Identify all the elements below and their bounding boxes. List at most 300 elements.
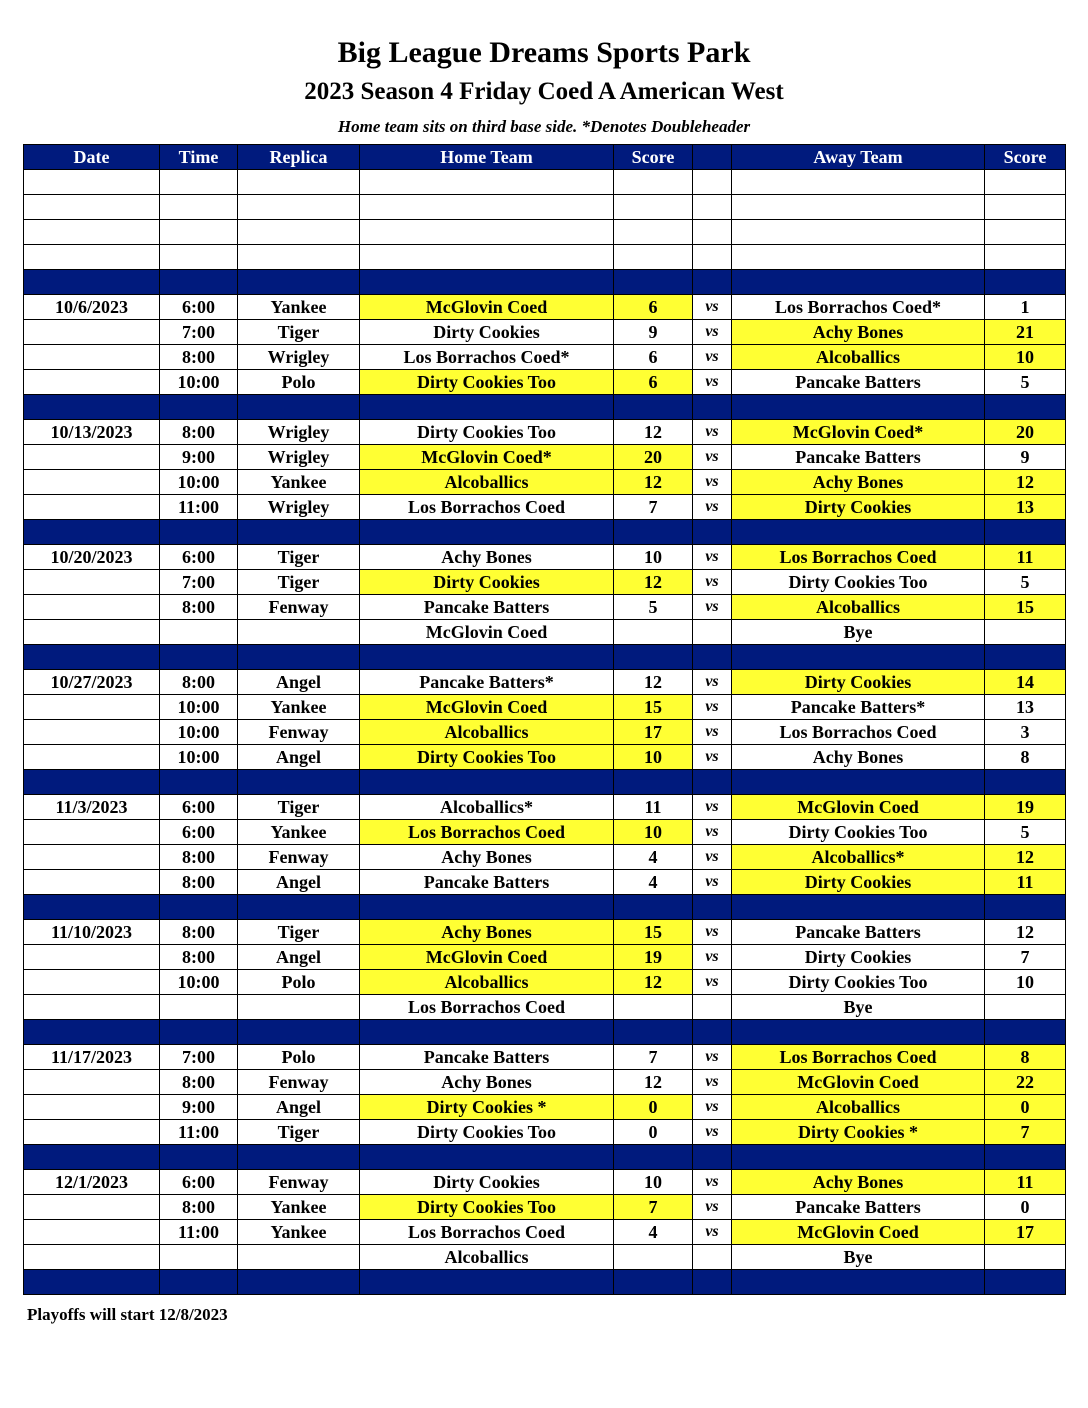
blank-cell [360, 170, 614, 195]
cell-versus [693, 620, 732, 645]
cell-date [24, 745, 160, 770]
cell-home-score: 20 [614, 445, 693, 470]
cell-time: 7:00 [160, 320, 238, 345]
cell-home-score: 7 [614, 495, 693, 520]
cell-away-team: Pancake Batters [732, 920, 985, 945]
cell-time: 10:00 [160, 470, 238, 495]
cell-time: 11:00 [160, 1120, 238, 1145]
cell-date [24, 445, 160, 470]
game-row [24, 295, 1066, 320]
cell-away-team: Dirty Cookies [732, 870, 985, 895]
cell-away-team: Los Borrachos Coed* [732, 295, 985, 320]
separator-cell [732, 770, 985, 795]
cell-time: 8:00 [160, 345, 238, 370]
cell-versus: vs [693, 695, 732, 720]
separator-cell [238, 645, 360, 670]
cell-home-score: 12 [614, 1070, 693, 1095]
cell-home-score: 11 [614, 795, 693, 820]
cell-home-team: Alcoballics* [360, 795, 614, 820]
cell-time: 11:00 [160, 1220, 238, 1245]
cell-home-team: Pancake Batters [360, 595, 614, 620]
col-header-replica: Replica [238, 145, 360, 170]
blank-cell [985, 220, 1066, 245]
cell-replica: Polo [238, 970, 360, 995]
cell-home-team: Pancake Batters [360, 1045, 614, 1070]
cell-away-score: 11 [985, 1170, 1066, 1195]
cell-date [24, 1120, 160, 1145]
cell-home-team: Achy Bones [360, 845, 614, 870]
cell-home-team: Los Borrachos Coed [360, 1220, 614, 1245]
cell-home-team: McGlovin Coed [360, 695, 614, 720]
cell-date [24, 620, 160, 645]
separator-cell [24, 270, 160, 295]
cell-home-team: Pancake Batters [360, 870, 614, 895]
cell-home-team: Alcoballics [360, 720, 614, 745]
col-header-away-score: Score [985, 145, 1066, 170]
cell-replica: Polo [238, 1045, 360, 1070]
cell-time [160, 995, 238, 1020]
blank-cell [24, 170, 160, 195]
cell-home-team: Dirty Cookies Too [360, 745, 614, 770]
page-subtitle: 2023 Season 4 Friday Coed A American West [304, 78, 784, 105]
cell-home-team: Dirty Cookies Too [360, 1120, 614, 1145]
game-row [24, 1120, 1066, 1145]
cell-away-team: Alcoballics [732, 595, 985, 620]
cell-replica: Wrigley [238, 495, 360, 520]
cell-date [24, 570, 160, 595]
separator-cell [985, 1020, 1066, 1045]
separator-cell [985, 645, 1066, 670]
week-separator-row [24, 395, 1066, 420]
cell-home-score: 10 [614, 1170, 693, 1195]
cell-home-team: Dirty Cookies Too [360, 1195, 614, 1220]
cell-away-team: Dirty Cookies * [732, 1120, 985, 1145]
cell-away-score: 0 [985, 1195, 1066, 1220]
cell-away-score: 19 [985, 795, 1066, 820]
cell-away-team: Alcoballics [732, 345, 985, 370]
cell-away-team: Los Borrachos Coed [732, 1045, 985, 1070]
cell-versus: vs [693, 820, 732, 845]
separator-cell [985, 520, 1066, 545]
cell-date [24, 995, 160, 1020]
cell-versus: vs [693, 545, 732, 570]
separator-cell [24, 645, 160, 670]
cell-date [24, 720, 160, 745]
cell-home-team: Alcoballics [360, 1245, 614, 1270]
cell-time: 8:00 [160, 595, 238, 620]
cell-replica: Tiger [238, 1120, 360, 1145]
cell-away-team: McGlovin Coed* [732, 420, 985, 445]
cell-away-score [985, 1245, 1066, 1270]
cell-date [24, 820, 160, 845]
col-header-time: Time [160, 145, 238, 170]
cell-versus: vs [693, 495, 732, 520]
blank-cell [160, 170, 238, 195]
separator-cell [24, 395, 160, 420]
cell-replica: Tiger [238, 320, 360, 345]
separator-cell [238, 395, 360, 420]
cell-date [24, 1220, 160, 1245]
cell-away-score [985, 995, 1066, 1020]
separator-cell [732, 1020, 985, 1045]
cell-away-team: Pancake Batters [732, 370, 985, 395]
game-row [24, 545, 1066, 570]
separator-cell [693, 1270, 732, 1295]
cell-date [24, 595, 160, 620]
cell-replica: Tiger [238, 795, 360, 820]
game-row [24, 345, 1066, 370]
cell-away-team: Bye [732, 1245, 985, 1270]
page-title: Big League Dreams Sports Park [337, 36, 751, 69]
cell-date [24, 1195, 160, 1220]
blank-cell [24, 245, 160, 270]
cell-away-score: 22 [985, 1070, 1066, 1095]
blank-cell [360, 220, 614, 245]
week-separator-row [24, 645, 1066, 670]
cell-time: 8:00 [160, 420, 238, 445]
cell-away-score: 12 [985, 920, 1066, 945]
game-row [24, 570, 1066, 595]
separator-cell [160, 1270, 238, 1295]
cell-home-team: Achy Bones [360, 1070, 614, 1095]
cell-home-score: 0 [614, 1095, 693, 1120]
cell-time: 8:00 [160, 845, 238, 870]
blank-cell [732, 170, 985, 195]
game-row [24, 1095, 1066, 1120]
cell-home-score: 4 [614, 870, 693, 895]
week-separator-row [24, 1145, 1066, 1170]
separator-cell [24, 1020, 160, 1045]
cell-home-team: McGlovin Coed [360, 945, 614, 970]
separator-cell [985, 1270, 1066, 1295]
cell-away-score: 12 [985, 845, 1066, 870]
separator-cell [24, 1270, 160, 1295]
cell-replica: Fenway [238, 1170, 360, 1195]
blank-cell [693, 220, 732, 245]
cell-home-team: Achy Bones [360, 545, 614, 570]
cell-away-score: 5 [985, 370, 1066, 395]
blank-cell [238, 170, 360, 195]
cell-home-score [614, 1245, 693, 1270]
cell-home-score: 10 [614, 820, 693, 845]
separator-cell [160, 270, 238, 295]
cell-home-score: 6 [614, 370, 693, 395]
cell-away-team: Bye [732, 995, 985, 1020]
cell-home-team: McGlovin Coed [360, 620, 614, 645]
cell-away-team: McGlovin Coed [732, 1220, 985, 1245]
separator-cell [24, 520, 160, 545]
week-separator-row [24, 895, 1066, 920]
cell-replica: Fenway [238, 845, 360, 870]
separator-cell [614, 395, 693, 420]
col-header-date: Date [24, 145, 160, 170]
cell-away-score: 9 [985, 445, 1066, 470]
schedule-note: Home team sits on third base side. *Denotes Doubleheader [337, 117, 751, 136]
separator-cell [732, 520, 985, 545]
week-separator-row [24, 520, 1066, 545]
cell-away-score: 15 [985, 595, 1066, 620]
cell-date: 11/17/2023 [24, 1045, 160, 1070]
cell-time: 10:00 [160, 970, 238, 995]
game-row [24, 1195, 1066, 1220]
cell-home-score: 15 [614, 695, 693, 720]
cell-home-team: Dirty Cookies [360, 320, 614, 345]
cell-versus: vs [693, 445, 732, 470]
cell-versus: vs [693, 570, 732, 595]
blank-cell [614, 245, 693, 270]
cell-versus [693, 1245, 732, 1270]
cell-home-score: 17 [614, 720, 693, 745]
cell-time: 8:00 [160, 870, 238, 895]
separator-cell [360, 645, 614, 670]
cell-versus: vs [693, 1045, 732, 1070]
blank-cell [985, 170, 1066, 195]
separator-cell [360, 770, 614, 795]
cell-away-score: 20 [985, 420, 1066, 445]
cell-versus: vs [693, 470, 732, 495]
game-row [24, 470, 1066, 495]
blank-cell [160, 195, 238, 220]
cell-date [24, 845, 160, 870]
separator-cell [732, 1145, 985, 1170]
cell-date [24, 870, 160, 895]
separator-cell [693, 895, 732, 920]
cell-away-score: 7 [985, 945, 1066, 970]
cell-replica: Tiger [238, 920, 360, 945]
cell-time: 6:00 [160, 820, 238, 845]
cell-time: 8:00 [160, 1195, 238, 1220]
cell-date [24, 470, 160, 495]
game-row [24, 320, 1066, 345]
separator-cell [614, 1145, 693, 1170]
cell-away-score: 21 [985, 320, 1066, 345]
cell-versus: vs [693, 1095, 732, 1120]
cell-time: 8:00 [160, 945, 238, 970]
cell-away-team: Los Borrachos Coed [732, 720, 985, 745]
cell-versus: vs [693, 870, 732, 895]
game-row [24, 1245, 1066, 1270]
cell-date [24, 320, 160, 345]
separator-cell [693, 395, 732, 420]
cell-away-team: Dirty Cookies Too [732, 970, 985, 995]
game-row [24, 870, 1066, 895]
cell-home-score: 12 [614, 470, 693, 495]
blank-cell [732, 220, 985, 245]
blank-cell [614, 220, 693, 245]
separator-cell [238, 1270, 360, 1295]
separator-cell [693, 1145, 732, 1170]
cell-versus: vs [693, 720, 732, 745]
cell-date: 11/10/2023 [24, 920, 160, 945]
blank-cell [24, 195, 160, 220]
cell-home-score: 10 [614, 745, 693, 770]
separator-cell [360, 1270, 614, 1295]
cell-home-score: 6 [614, 345, 693, 370]
cell-away-team: Dirty Cookies Too [732, 820, 985, 845]
cell-versus: vs [693, 370, 732, 395]
cell-time: 11:00 [160, 495, 238, 520]
cell-away-team: Achy Bones [732, 470, 985, 495]
cell-date [24, 345, 160, 370]
cell-time [160, 1245, 238, 1270]
separator-cell [985, 395, 1066, 420]
game-row [24, 1070, 1066, 1095]
separator-cell [614, 770, 693, 795]
game-row [24, 995, 1066, 1020]
separator-cell [360, 895, 614, 920]
separator-cell [693, 770, 732, 795]
game-row [24, 795, 1066, 820]
cell-versus [693, 995, 732, 1020]
cell-replica: Wrigley [238, 445, 360, 470]
blank-cell [238, 245, 360, 270]
cell-away-team: Pancake Batters [732, 445, 985, 470]
separator-cell [238, 520, 360, 545]
cell-home-team: Dirty Cookies Too [360, 420, 614, 445]
cell-replica: Wrigley [238, 345, 360, 370]
cell-date [24, 1245, 160, 1270]
cell-time: 6:00 [160, 295, 238, 320]
game-row [24, 495, 1066, 520]
blank-cell [985, 195, 1066, 220]
cell-replica: Fenway [238, 595, 360, 620]
cell-date [24, 370, 160, 395]
cell-replica: Angel [238, 1095, 360, 1120]
cell-time: 9:00 [160, 1095, 238, 1120]
blank-cell [160, 220, 238, 245]
blank-cell [693, 170, 732, 195]
cell-home-score: 12 [614, 970, 693, 995]
cell-time: 10:00 [160, 720, 238, 745]
cell-versus: vs [693, 420, 732, 445]
cell-home-team: Alcoballics [360, 470, 614, 495]
separator-cell [614, 1270, 693, 1295]
cell-home-score [614, 995, 693, 1020]
separator-cell [614, 270, 693, 295]
separator-cell [985, 270, 1066, 295]
game-row [24, 720, 1066, 745]
separator-cell [732, 645, 985, 670]
blank-cell [360, 195, 614, 220]
cell-away-score: 8 [985, 1045, 1066, 1070]
blank-cell [160, 245, 238, 270]
cell-away-team: Bye [732, 620, 985, 645]
game-row [24, 370, 1066, 395]
cell-replica: Angel [238, 870, 360, 895]
cell-away-score: 11 [985, 870, 1066, 895]
game-row [24, 620, 1066, 645]
blank-row [24, 195, 1066, 220]
cell-home-score: 4 [614, 845, 693, 870]
blank-cell [614, 195, 693, 220]
cell-replica: Tiger [238, 545, 360, 570]
cell-home-team: Dirty Cookies [360, 1170, 614, 1195]
cell-home-score: 12 [614, 420, 693, 445]
cell-away-team: Dirty Cookies [732, 670, 985, 695]
separator-cell [160, 395, 238, 420]
cell-versus: vs [693, 295, 732, 320]
cell-replica: Wrigley [238, 420, 360, 445]
cell-replica: Yankee [238, 820, 360, 845]
cell-home-score: 6 [614, 295, 693, 320]
separator-cell [693, 520, 732, 545]
col-header-versus [693, 145, 732, 170]
cell-home-team: Los Borrachos Coed [360, 995, 614, 1020]
cell-away-score: 10 [985, 345, 1066, 370]
cell-away-team: McGlovin Coed [732, 795, 985, 820]
cell-away-score: 13 [985, 695, 1066, 720]
cell-date [24, 1095, 160, 1120]
separator-cell [614, 895, 693, 920]
separator-cell [238, 895, 360, 920]
separator-cell [24, 895, 160, 920]
cell-home-team: Dirty Cookies Too [360, 370, 614, 395]
blank-cell [985, 245, 1066, 270]
separator-cell [732, 395, 985, 420]
separator-cell [24, 1145, 160, 1170]
cell-away-team: Dirty Cookies [732, 945, 985, 970]
separator-cell [160, 520, 238, 545]
separator-cell [360, 395, 614, 420]
cell-away-score: 8 [985, 745, 1066, 770]
separator-cell [985, 1145, 1066, 1170]
blank-cell [693, 245, 732, 270]
cell-home-score: 7 [614, 1045, 693, 1070]
col-header-home-team: Home Team [360, 145, 614, 170]
cell-replica: Yankee [238, 295, 360, 320]
cell-time: 9:00 [160, 445, 238, 470]
cell-replica [238, 1245, 360, 1270]
cell-versus: vs [693, 845, 732, 870]
cell-away-score: 5 [985, 820, 1066, 845]
blank-row [24, 245, 1066, 270]
blank-row [24, 170, 1066, 195]
cell-time [160, 620, 238, 645]
separator-cell [693, 270, 732, 295]
game-row [24, 970, 1066, 995]
separator-cell [160, 1020, 238, 1045]
game-row [24, 1045, 1066, 1070]
blank-cell [732, 245, 985, 270]
separator-cell [160, 1145, 238, 1170]
cell-replica: Polo [238, 370, 360, 395]
cell-away-team: Los Borrachos Coed [732, 545, 985, 570]
cell-home-team: Dirty Cookies [360, 570, 614, 595]
separator-cell [160, 645, 238, 670]
separator-cell [693, 645, 732, 670]
cell-versus: vs [693, 745, 732, 770]
cell-home-team: Los Borrachos Coed [360, 820, 614, 845]
cell-replica: Angel [238, 945, 360, 970]
game-row [24, 745, 1066, 770]
game-row [24, 1170, 1066, 1195]
cell-replica: Fenway [238, 720, 360, 745]
cell-date: 10/13/2023 [24, 420, 160, 445]
cell-versus: vs [693, 595, 732, 620]
cell-versus: vs [693, 1195, 732, 1220]
cell-date [24, 1070, 160, 1095]
game-row [24, 945, 1066, 970]
week-separator-row [24, 1020, 1066, 1045]
col-header-away-team: Away Team [732, 145, 985, 170]
cell-date: 10/27/2023 [24, 670, 160, 695]
separator-cell [732, 895, 985, 920]
game-row [24, 420, 1066, 445]
game-row [24, 820, 1066, 845]
cell-versus: vs [693, 1120, 732, 1145]
cell-home-score [614, 620, 693, 645]
cell-home-score: 12 [614, 570, 693, 595]
